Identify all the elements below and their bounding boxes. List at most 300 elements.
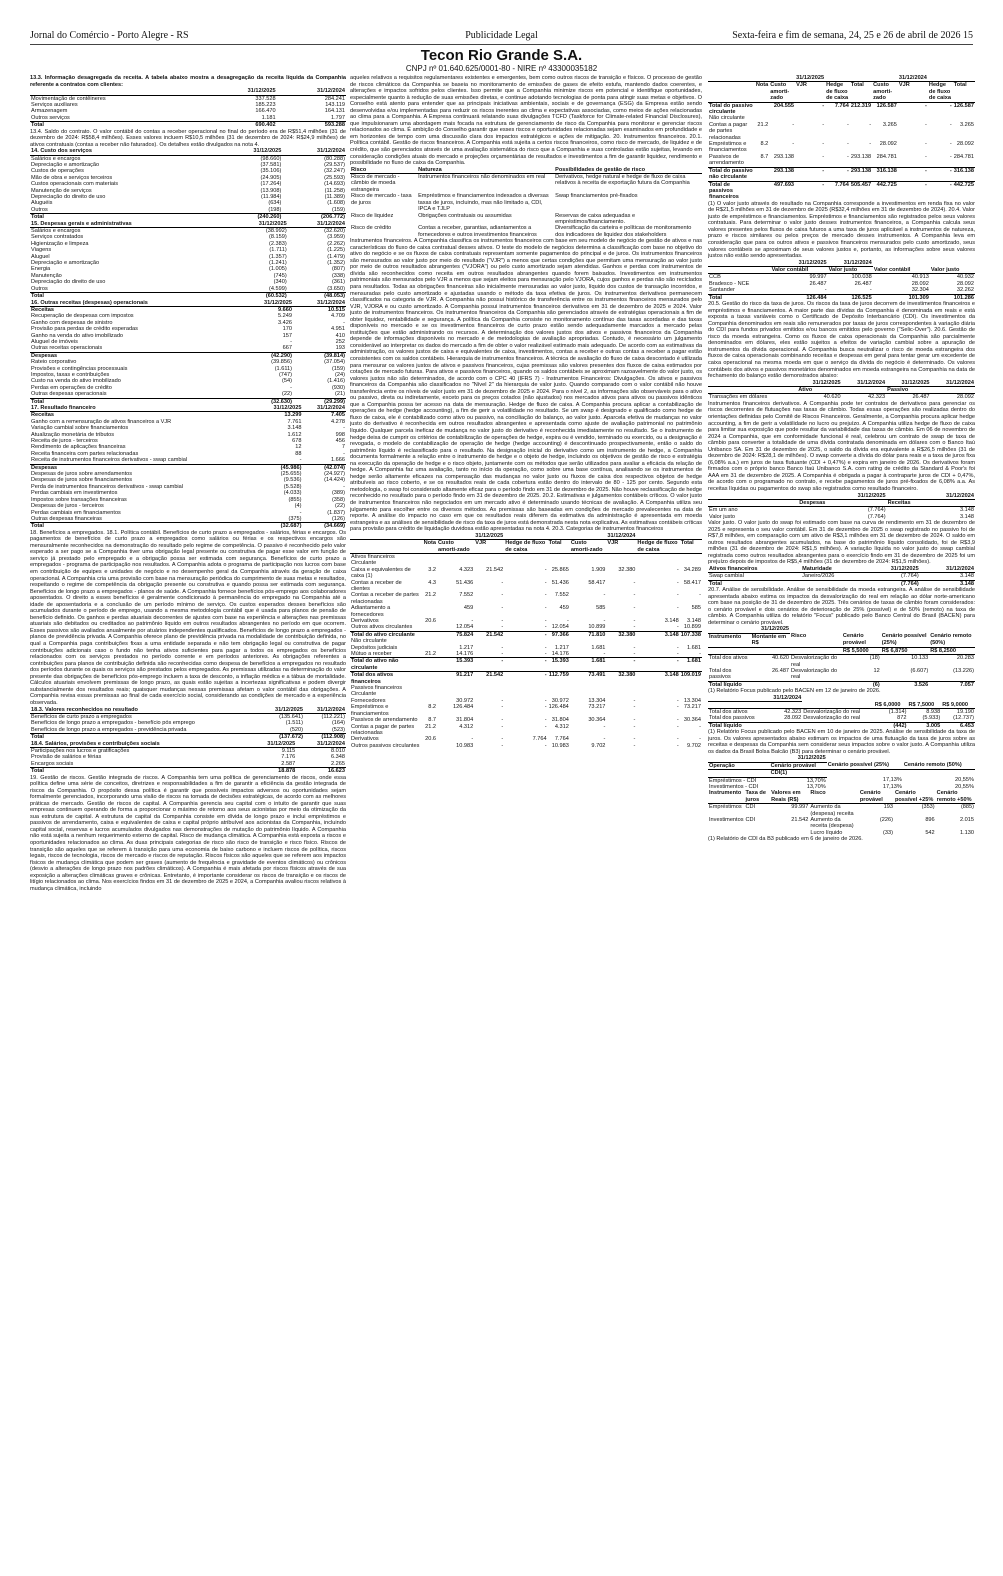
table-cell: 26.487 — [771, 667, 790, 674]
table-cell: 585 — [596, 605, 606, 612]
table-cell: (98.660) — [260, 155, 282, 162]
table-cell: Obrigações contratuais ou assumidas — [418, 212, 512, 219]
table-cell: 1.797 — [331, 114, 345, 121]
table-cell: 12.054 — [456, 624, 474, 631]
table-row — [350, 193, 702, 212]
table-cell: Contas a receber de partes relacionadas — [351, 592, 419, 605]
table-row — [708, 387, 975, 394]
table-cell: - — [544, 566, 547, 573]
table-row — [708, 260, 975, 267]
table-cell: Cenário remoto (50%) — [929, 633, 975, 647]
table-cell: - — [501, 644, 504, 651]
table-cell: Total — [30, 734, 262, 741]
table-cell: Cenário possível (25%) — [881, 633, 929, 647]
table-cell: Atualização monetária de tributos — [31, 431, 115, 438]
table-cell: 21.542 — [474, 672, 504, 685]
table-cell: (14.424) — [324, 477, 345, 484]
table-cell: - — [501, 723, 504, 730]
masthead-left: Jornal do Comércio - Porto Alegre - RS — [30, 30, 189, 41]
table-cell: - — [290, 338, 292, 345]
table-cell: Total dos passivos — [709, 667, 732, 681]
table-cell: 20,55% — [955, 784, 974, 791]
table-cell: Viagens — [31, 247, 52, 254]
table-cell: 31/12/2025 — [219, 148, 283, 155]
table-cell — [766, 702, 802, 709]
table-cell: - — [824, 287, 827, 294]
table-cell: - — [792, 121, 795, 128]
table-cell: 8.2 — [760, 141, 769, 148]
masthead-right: Sexta-feira e fim de semana, 24, 25 e 26 de abril de 2026 15 — [732, 30, 973, 41]
table-cell: (4.033) — [283, 490, 302, 497]
table-cell: Desvalorização do real — [791, 655, 838, 668]
table-cell: 9.660 — [240, 306, 293, 313]
table-cell: Cenário provável — [859, 790, 894, 803]
table-cell — [755, 167, 769, 181]
table-cell: Valor contábil — [771, 267, 828, 274]
table-cell: 20,55% — [955, 777, 974, 784]
sensitivity-table-4 — [708, 790, 975, 836]
table-cell: (11.389) — [324, 194, 345, 201]
table-cell: 32.380 — [606, 672, 636, 685]
note-20-4: (1) O valor justo através do resultado na Companhia corresponde a investimentos em renda fixa no valor de R$21,5 milhões em 31 de dezembro de 2025 (R$32,4 milhões em 31 de dezembro de 2024). 20.4. Valor justo de empréstimos e financiamentos. Empréstimos e financiamentos são registrados pelos seus valores contratuais. Para determinar o valor justo desses instrumentos financeiros, a Companhia calcula seus valores presentes pelos fluxos de caixa futuros a uma taxa de juros aplicável a instrumentos de natureza, prazo e riscos similares ou pelos preços de mercado desses instrumentos. A Companhia leva em consideração que para os outros ativos e passivos financeiros mensurados pelo custo amortizado, seus valores contábeis se aproximam de seus valores justos e, portanto, as informações sobre seus valores justos não estão sendo apresentadas. — [708, 200, 975, 260]
sensitivity-table-1 — [708, 626, 975, 688]
table-cell: Ativos financeiros — [708, 566, 801, 573]
table-cell: 15.393 — [548, 658, 570, 672]
table-cell — [548, 553, 570, 560]
table-cell: - — [501, 624, 504, 631]
table-cell: - — [544, 592, 547, 599]
table-cell: - — [925, 141, 927, 148]
table-cell: 7.552 — [554, 592, 569, 599]
table-cell: 667 — [282, 345, 292, 352]
table-row — [708, 633, 975, 647]
table-row — [708, 777, 975, 784]
table-cell: 143.119 — [325, 101, 345, 108]
table-cell: (42.290) — [240, 352, 293, 359]
table-cell: - — [822, 121, 825, 128]
table-cell: 316.138 — [872, 167, 898, 181]
company-name: Tecon Rio Grande S.A. — [420, 47, 583, 64]
table-cell — [708, 702, 766, 709]
table-cell: Custo na venda do ativo imobilizado — [31, 378, 121, 385]
table-cell: (39.814) — [293, 352, 346, 359]
table-cell: Contas a pagar de partes relacionadas — [351, 723, 415, 736]
table-cell: Passivos de arrendamento — [709, 153, 744, 167]
table-cell: Desvalorização do real — [803, 708, 861, 715]
table-cell: - — [676, 742, 679, 749]
table-cell: 31/12/2024 — [288, 221, 346, 228]
table-cell: (389) — [331, 490, 345, 497]
table-cell: Lucro líquido — [810, 829, 843, 836]
table-cell: Empréstimos — [709, 804, 742, 811]
table-cell: (25.655) — [280, 471, 302, 478]
table-cell: 31/12/2024 — [842, 380, 886, 387]
table-cell: (60.532) — [230, 293, 288, 300]
table-cell: Passivos financeiros — [351, 685, 402, 692]
table-cell: - — [633, 736, 636, 743]
table-row — [30, 747, 346, 754]
table-cell: 1.130 — [960, 829, 974, 836]
table-cell: (14.693) — [324, 181, 345, 188]
table-cell: 31/12/2025 — [240, 300, 293, 307]
table-cell: (29.537) — [324, 161, 345, 168]
table-cell: 9.115 — [281, 747, 296, 754]
note-18: 18. Benefícios a empregados. 18.1. Política contábil. Benefícios de curto prazo a empregados - salários, férias e encargos. Os pagamentos de benefícios de curto prazo a empregados como salários ou férias e os respectivos encargos são mensuralmente reconhecidos na demonstração do resultado pelo regime de competência. O passivo é reconhecido pelo valor esperado a ser pago se a Companhia tiver uma obrigação legal presente ou construtiva de pagar esse valor em função de serviço já prestado pelo empregado e a obrigação possa ser estimada com segurança. Benefícios de curto prazo a empregados - programa de participação nos resultados. A Companhia adota o programa de participação nos lucros com base em contribuição de equipes e unidades de negócio e no desempenho geral da Companhia através da geração de caixa operacional. A Companhia cria uma provisão com base na mensuração periódica do cumprimento de suas metas e resultados, respeitando o regime de competência da obrigação presente ou construtiva e quando possa ser estimada com segurança. Benefícios de longo prazo a empregados - planos de saúde. A Companhia fornece benefícios pós-emprego aos colaboradores aposentados. O direito a esses benefícios é geralmente condicionado à permanência do empregado na Companhia até a idade de aposentadoria e a conclusão de um período mínimo de serviço. Os custos esperados desses benefícios são acumulados durante o período de emprego, usando a mesma metodologia contábil que é usada para planos de pensão de benefício definido. Os ganhos e perdas atuariais decorrentes de ajustes com base na experiência e alterações nas premissas atuariais são debitados ou creditados ao patrimônio líquido em outros resultados abrangentes no período em que ocorrem. Esses passivos são avaliados anualmente por atuários independentes qualificados. Benefícios de longo prazo a empregados - planos de previdência privada. A Companhia oferece plano de previdência privada na modalidade de contribuição definida, no qual a Companhia paga contribuições fixas a uma entidade separada e não tem obrigação legal ou construtiva de pagar contribuições adicionais caso o fundo não tenha ativos suficientes para pagar a todos os empregados os benefícios relacionados com os serviços prestados no período corrente e em períodos anteriores. As obrigações referentes a contribuições para planos de contribuição definida são reconhecidas como despesa de benefícios a empregados no resultado dos períodos durante os quais os serviços são prestados pelos empregados. As premissas utilizadas na determinação do valor presente das obrigações de benefícios pós-emprego incluem a taxa de desconto, a inflação médica e a tábua de mortalidade. Cálculos atuariais envolvem premissas de longo prazo, as quais estão sujeitas a incertezas significativas e podem divergir substancialmente dos resultados reais; quaisquer mudanças nessas premissas afetam o valor contábil das obrigações. A Companhia revisa essas premissas ao final de cada exercício social, considerando as condições de mercado e a experiência observada. — [30, 529, 346, 706]
table-cell: 1.681 — [591, 644, 606, 651]
table-cell: - — [676, 697, 679, 704]
table-cell: Rateio corporativo — [31, 359, 77, 366]
table-cell: Total — [30, 768, 247, 775]
table-cell: (2.262) — [327, 240, 345, 247]
table-cell — [570, 553, 607, 560]
table-row — [350, 743, 702, 749]
table-cell: Energia — [31, 266, 51, 273]
table-cell: Em um ano — [709, 507, 738, 514]
table-17 — [30, 405, 346, 530]
table-row — [708, 722, 975, 729]
table-cell: 31/12/2024 — [303, 405, 346, 412]
table-cell: (1.608) — [327, 200, 345, 207]
table-cell: Rendimento de aplicações financeiras — [31, 444, 126, 451]
table-cell: Bradesco - NCE — [709, 280, 750, 287]
table-cell: - — [869, 121, 872, 128]
table-cell: Swap financiamentos pré-fixados — [555, 193, 638, 200]
table-cell: 31/12/2025 — [797, 380, 841, 387]
table-cell: (32.620) — [324, 228, 345, 235]
table-cell: Desvalorização do real — [803, 715, 861, 722]
table-cell — [708, 75, 755, 82]
table-cell: - — [822, 141, 825, 148]
table-cell — [708, 82, 755, 102]
table-cell: 18.4. Salários, provisões e contribuições sociais — [30, 741, 247, 748]
masthead — [30, 30, 973, 45]
table-cell: 3.005 — [907, 722, 941, 729]
table-cell: Total — [30, 398, 240, 405]
table-cell: 126.484 — [548, 704, 569, 711]
table-cell: - — [633, 579, 636, 586]
table-cell: 31/12/2024 — [828, 260, 873, 267]
table-cell: Natureza — [417, 167, 554, 174]
table-cell: Empréstimos e financiamentos — [709, 141, 747, 154]
table-cell: 293.138 — [773, 153, 795, 160]
table-row — [708, 75, 975, 82]
table-row — [708, 702, 975, 709]
table-cell: Total — [680, 540, 702, 554]
table-row — [30, 228, 346, 235]
table-cell: Outras despesas operacionais — [31, 391, 107, 398]
table-cell: - — [869, 141, 872, 148]
table-cell: 73.217 — [683, 704, 701, 711]
table-row — [350, 605, 702, 618]
table-cell: 31/12/2025 — [864, 566, 919, 573]
table-cell: 32.380 — [606, 631, 636, 638]
table-row — [30, 306, 346, 313]
table-cell — [708, 493, 798, 500]
table-cell: VJR — [795, 82, 825, 102]
table-cell: - — [898, 102, 928, 115]
column-3 — [708, 75, 975, 1507]
table-cell: 690.402 — [207, 122, 276, 129]
table-cell — [680, 553, 702, 560]
table-cell: Swap cambial — [709, 573, 744, 580]
table-cell: 1.909 — [591, 566, 606, 573]
table-cell — [548, 533, 570, 540]
table-cell — [708, 267, 771, 274]
table-cell: 28.092 — [956, 280, 974, 287]
table-cell: 32.262 — [956, 287, 974, 294]
table-cell: (1.511) — [285, 720, 304, 727]
table-row — [30, 768, 346, 775]
table-row — [708, 647, 975, 654]
table-cell: 31/12/2025 — [771, 260, 828, 267]
table-cell: 3.148 — [636, 672, 679, 685]
table-cell: 3.148 — [687, 618, 701, 625]
table-cell: Contas a receber, garantias, adiantamentos a fornecedores e outros investimentos financeiros — [418, 225, 537, 238]
table-cell: Cenário possível (25%) — [827, 762, 903, 769]
table-cell: - — [847, 121, 849, 128]
table-cell: Total líquido — [708, 722, 766, 729]
table-row — [30, 398, 346, 405]
table-cell: Aumento da receita (despesa) — [810, 817, 854, 830]
table-14 — [30, 148, 346, 220]
table-cell: Diversificação da carteira e políticas de monitoramento dos indicadores de liquidez dos stakeholders — [555, 225, 692, 238]
table-cell: (634) — [268, 200, 282, 207]
table-cell: Instrumento — [708, 790, 745, 803]
table-cell: Valor justo — [709, 513, 736, 520]
table-cell: Outros passivos circulantes — [351, 742, 420, 749]
table-cell: Custo amorti-zado — [437, 540, 474, 554]
table-row — [30, 391, 346, 398]
table-cell: Reservas de caixa adequadas e empréstimos/financiamento. — [555, 212, 636, 225]
table-cell: 3.265 — [960, 121, 974, 128]
table-cell — [928, 75, 953, 82]
table-cell: 14.176 — [456, 651, 474, 658]
table-cell — [636, 553, 679, 560]
table-cell: Receita de instrumentos financeiros derivativos - swap cambial — [31, 457, 188, 464]
table-cell: Higienização e limpeza — [31, 240, 89, 247]
table-cell: 193 — [335, 345, 345, 352]
table-cell: 3.426 — [278, 319, 292, 326]
sensitivity-note-2: (1) Relatório Focus publicado pelo BACEN em 10 de janeiro de 2025. Análise de sensibilidade da taxa de juros. Os valores apresentados abaixo estimam os impactos de uma flutuação da taxa de juros sobre as receitas e despesas da Companhia sem considerar seus impactos sobre o valor justo. A Companhia utiliza os dados da Brasil Bolsa Balcão (B3) para determinar o cenário provável. — [708, 729, 975, 755]
table-cell: - — [299, 509, 302, 516]
table-cell: Movimentação de contêineres — [31, 95, 106, 102]
table-cell: (520) — [289, 726, 304, 733]
table-cell: - — [825, 167, 850, 181]
table-cell: Total do passivo não circulante — [708, 167, 755, 181]
table-cell: 1.681 — [680, 658, 702, 672]
table-cell: (1.241) — [269, 260, 287, 267]
table-cell: 31/12/2025 — [770, 755, 827, 762]
table-cell: (12.737) — [953, 715, 974, 722]
table-cell: - — [699, 651, 701, 658]
table-cell: 31/12/2025 — [886, 380, 930, 387]
table-cell: Total — [30, 523, 259, 530]
table-cell: Perda de instrumentos financeiros derivativos - swap cambial — [31, 483, 184, 490]
table-cell: Desvalorização do real — [791, 667, 838, 681]
table-cell: (112.908) — [304, 734, 346, 741]
table-cell: - — [869, 287, 872, 294]
table-cell: Depreciação do direito de uso — [31, 194, 106, 201]
table-cell: 31/12/2025 — [230, 221, 288, 228]
table-cell: - — [676, 624, 679, 631]
table-cell: 17,13% — [882, 784, 902, 791]
table-row — [30, 523, 346, 530]
table-cell: - — [699, 723, 701, 730]
table-cell: Não circulante — [351, 638, 387, 645]
table-cell: Perdas cambiais em investimentos — [31, 490, 118, 497]
table-cell: 542 — [925, 829, 935, 836]
table-cell — [755, 75, 769, 82]
table-cell: - — [501, 697, 504, 704]
table-cell: 31/12/2024 — [304, 707, 346, 714]
table-row — [708, 817, 975, 830]
table-swap-1 — [708, 493, 975, 521]
table-row — [30, 734, 346, 741]
table-cell — [423, 743, 437, 749]
table-cell: 19.190 — [956, 708, 974, 715]
table-cell: 193 — [883, 804, 893, 811]
table-cell: (32.687) — [259, 523, 302, 530]
table-cell: 101.309 — [873, 294, 930, 301]
table-row — [708, 102, 975, 115]
table-row — [708, 274, 975, 281]
table-cell: 31/12/2025 — [475, 532, 504, 539]
table-row — [708, 394, 975, 401]
table-cell: Santander — [709, 287, 735, 294]
table-cell — [423, 553, 437, 560]
table-row — [30, 286, 346, 293]
table-cell: Taxa de juros — [745, 790, 771, 803]
fin-instruments-table — [350, 533, 702, 749]
table-cell: 2.015 — [960, 817, 974, 824]
table-cell: Total — [30, 214, 219, 221]
table-cell: - — [606, 658, 636, 672]
table-cell: Total — [30, 122, 207, 129]
table-cell: (126) — [331, 515, 345, 522]
table-cell: 7 — [341, 444, 345, 451]
table-cell: 26.487 — [912, 394, 930, 401]
table-cell — [423, 658, 437, 672]
table-cell: - — [299, 457, 302, 464]
table-row — [350, 567, 702, 580]
table-cell: Valores em Reais (R$) — [770, 790, 809, 803]
table-cell: 3.148 — [960, 513, 974, 520]
table-cell: Custo amorti-zado — [570, 540, 607, 554]
table-cell: - — [471, 618, 474, 625]
table-row — [708, 566, 975, 573]
table-cell: - — [343, 483, 345, 490]
table-cell: 10.133 — [911, 655, 929, 662]
table-cell: Total — [30, 293, 230, 300]
table-cell: - — [898, 167, 928, 181]
table-cell — [423, 605, 437, 618]
table-cell: Não circulante — [709, 115, 745, 122]
table-cell: Cenário remoto +50% — [936, 790, 975, 803]
table-cell: Risco de crédito — [351, 225, 392, 232]
table-cell: 157 — [282, 332, 292, 339]
table-cell: (37.581) — [260, 161, 282, 168]
table-cell: CDI(1) — [770, 770, 827, 777]
table-cell: 293.138 — [850, 167, 872, 181]
table-cell: - — [676, 723, 679, 730]
table-cell: - — [474, 658, 504, 672]
table-swap-2 — [708, 566, 975, 587]
table-cell — [474, 553, 504, 560]
table-cell: Total dos ativos — [709, 708, 748, 715]
table-cell — [437, 553, 474, 560]
table-cell — [872, 75, 898, 82]
table-cell: - — [633, 592, 636, 599]
table-cell: 7.176 — [281, 754, 296, 761]
table-cell: Hedge de fluxo de caixa — [504, 540, 547, 554]
table-cell: 31.804 — [551, 717, 569, 724]
table-cell — [766, 722, 802, 729]
table-cell: 21.2 — [425, 651, 437, 658]
table-cell: 10.983 — [456, 742, 474, 749]
table-row — [30, 221, 346, 228]
table-cell — [953, 75, 975, 82]
table-cell: Aluguel de imóveis — [31, 338, 78, 345]
table-cell: VJR — [474, 540, 504, 554]
table-cell: 18.878 — [247, 768, 297, 775]
table-cell: Variação cambial sobre financiamentos — [31, 425, 129, 432]
table-cell: Derivativos, hedge natural e hedge de fluxo de caixa relativos à receita de exportação futura da Companhia — [555, 174, 690, 187]
table-cell: Valor justo — [828, 267, 873, 274]
table-cell: 40.932 — [956, 274, 974, 281]
table-cell: Valor justo — [930, 267, 975, 274]
table-cell: Ganho com despesas de sinistro — [31, 319, 113, 326]
table-cell: (4) — [294, 503, 302, 510]
table-cell: Hedge de fluxo de caixa — [928, 82, 951, 102]
table-cell: Manutenção de serviços — [31, 187, 92, 194]
table-cell: 293.138 — [769, 167, 795, 181]
table-cell: 31/12/2024 — [920, 566, 975, 573]
table-cell: (1.479) — [327, 253, 345, 260]
table-cell: (18) — [869, 655, 880, 662]
table-cell: - — [501, 579, 504, 586]
table-cell: 31/12/2025 — [751, 626, 790, 633]
table-cell: - — [795, 181, 825, 201]
table-cell: (22) — [335, 503, 345, 510]
table-cell: 40.913 — [911, 274, 929, 281]
note-fair-value: Valor justo. O valor justo do swap foi estimado com base na curva de rendimento em 31 de dezembro de 2025 e representa o seu valor contábil. Em 31 de dezembro de 2025 o swap registrado no passivo foi de R$7,8 milhões, em comparação com um ativo de R$3,1 milhões em 31 de dezembro de 2024. O saldo em outros resultados abrangentes acumulados, na base do patrimônio líquido consolidado, foi de R$3,9 milhões (31 de dezembro de 2024: R$1,5 milhões). A variação líquida no valor justo do swap cambial registrada como outros resultados abrangentes para o exercício findo em 31 de dezembro de 2025 foi um prejuízo depois de impostos de R$5,4 milhões (31 de dezembro de 2024: R$1,5 milhões). — [708, 520, 975, 566]
table-cell: Total do ativo circulante — [350, 631, 423, 638]
table-cell: 75.824 — [437, 631, 474, 638]
sensitivity-note-1: (1) Relatório Focus publicado pelo BACEN em 12 de janeiro de 2026. — [708, 688, 881, 695]
table-cell: Passivos de arrendamento — [351, 717, 418, 724]
table-cell: 28.092 — [879, 141, 897, 148]
table-cell — [437, 533, 474, 540]
table-cell: Receitas — [30, 306, 240, 313]
table-row — [350, 580, 702, 593]
table-cell: 34.289 — [683, 566, 701, 573]
table-cell: 4.3 — [428, 579, 437, 586]
table-row — [708, 762, 975, 769]
table-cell — [636, 533, 679, 540]
table-cell: Depreciação e amortização — [31, 260, 100, 267]
table-cell: - — [633, 624, 636, 631]
table-cell: - — [792, 141, 795, 148]
table-cell: Nota — [755, 82, 769, 102]
table-row — [350, 213, 702, 226]
table-cell: 31/12/2024 — [931, 380, 975, 387]
table-cell: Risco de mercado - câmbio de moeda estrangeira — [351, 174, 400, 193]
table-cell: Encargos sociais — [31, 760, 74, 767]
table-cell: (159) — [331, 365, 345, 372]
table-cell: 32.380 — [618, 566, 636, 573]
table-cell: 30.972 — [551, 697, 569, 704]
note-19-cont: aqueles relativos a requisitos regulamentares existentes e emergentes, bem como outros riscos de transição e físicos. O processo de gestão de riscos climáticos da Companhia se baseia no monitoramento de emissões de gases de efeito estufa, mantendo dados coerentes, e alterações e impactos sofridos pelos clientes. Isso permite que a Companhia minimize riscos em potencial e identifique oportunidades, especialmente quanto à redução de suas emissões diretas, e continue adotando tecnologias de ponta para atingir suas metas e objetivos. O Conselho está atento para entender que as principais iniciativas ambientais, sociais e de governança (ESG) da Empresa estão sendo desenvolvidas e/ou implementadas para reduzir os riscos inerentes ao clima e expectativas associadas, como meios de ações relacionadas ao clima para a Companhia. A Empresa continuará relatando suas divulgações TCFD (Taskforce for Climate-related Financial Disclosures), que impulsionaram uma abordagem mais focada na estrutura de gerenciamento de risco da Companhia para monitorar e gerenciar riscos relacionados ao clima. É ambição do Conselho garantir que esses riscos e oportunidades relacionadas sejam examinados em profundidade e em horizontes de tempo com uma discussão clara dos impactos estratégicos e ações de mitigação. 20. Instrumentos financeiros. 20.1. Política contábil. Gestão de riscos financeiros. A Companhia está sujeita a certos riscos financeiros, como risco de mercado, de liquidez e de crédito, que são gerenciados através de uma avaliação sistemática do risco que a Companhia e suas controladas estão sujeitas, levando em consideração condições atuais do mercado e projeções orçamentárias de resultados e investimentos a fim de garantir liquidez, rendimento e possibilidade no fluxo de caixa da Companhia. — [350, 75, 702, 167]
